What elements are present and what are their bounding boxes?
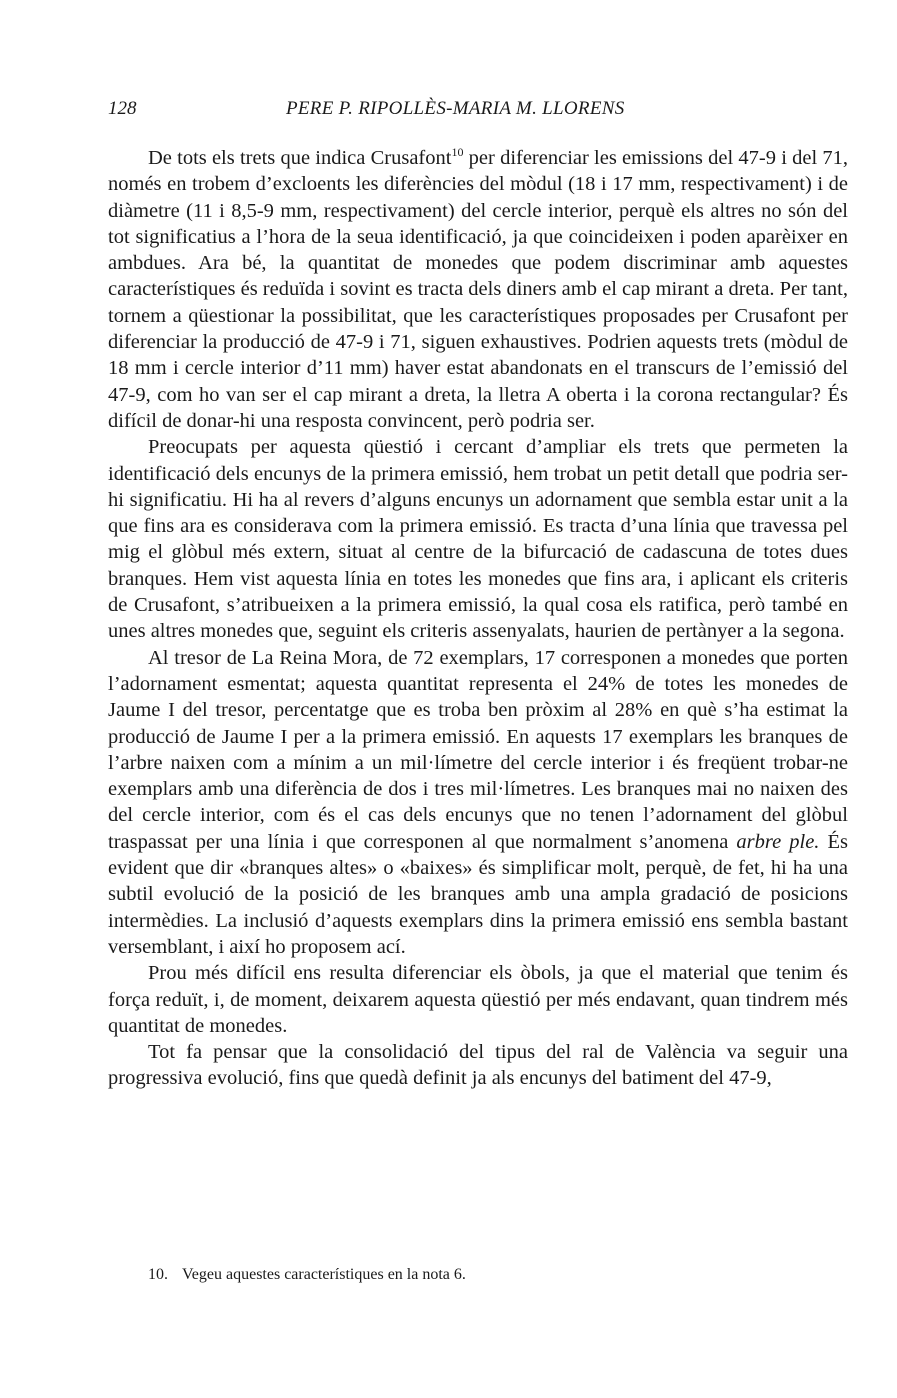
- footnote-reference[interactable]: 10: [451, 145, 464, 160]
- paragraph-4: Prou més difícil ens resulta diferenciar els òbols, ja que el material que tenim és força reduït, i, de moment, deixarem aquesta qüestió per més endavant, quan tindrem més quantitat de monedes.: [108, 962, 848, 1037]
- paragraph-text: De tots els trets que indica Crusafont: [148, 147, 452, 169]
- paragraph-text: per diferenciar les emissions del 47-9 i del 71, només en trobem d’excloents les diferències del mòdul (18 i 17 mm, respectivament) i de diàmetre (11 i 8,5-9 mm, respectivament) del cercle interior, perquè els altres no són del tot significatius a l’hora de la seua identificació, ja que coincideixen i poden aparèixer en ambdues. Ara bé, la quantitat de monedes que podem discriminar amb aquestes característiques és reduïda i sovint es tracta dels diners amb el cap mirant a dreta. Per tant, tornem a qüestionar la possibilitat, que les característiques proposades per Crusafont per diferenciar la producció de 47-9 i 71, siguen exhaustives. Podrien aquests trets (mòdul de 18 mm i cercle interior d’11 mm) haver estat abandonats en el transcurs de l’emissió del 47-9, com ho van ser el cap mirant a dreta, la lletra A oberta i la corona rectangular? És difícil de donar-hi una resposta convincent, però podria ser.: [108, 147, 848, 432]
- footnote: [148, 1265, 848, 1285]
- paragraph-1: [108, 145, 848, 434]
- paragraph-2: Preocupats per aquesta qüestió i cercant d’ampliar els trets que permeten la identificació dels encunys de la primera emissió, hem trobat un petit detall que podria ser-hi significatiu. Hi ha al revers d’alguns encunys un adornament que sembla estar unit a la que fins ara es considerava com la primera emissió. Es tracta d’una línia que travessa pel mig el glòbul més extern, situat al centre de la bifurcació de cadascuna de totes dues branques. Hem vist aquesta línia en totes les monedes que fins ara, i aplicant els criteris de Crusafont, s’atribueixen a la primera emissió, la qual cosa els ratifica, però també en unes altres monedes que, seguint els criteris assenyalats, haurien de pertànyer a la segona.: [108, 436, 848, 643]
- paragraph-text: Al tresor de La Reina Mora, de 72 exemplars, 17 corresponen a monedes que porten l’adornament esmentat; aquesta quantitat representa el 24% de totes les monedes de Jaume I del tresor, percentatge que es troba ben pròxim al 28% en què s’ha estimat la producció de Jaume I per a la primera emissió. En aquests 17 exemplars les branques de l’arbre naixen com a mínim a un mil·límetre del cercle interior i és freqüent trobar-ne exemplars amb una diferència de dos i tres mil·límetres. Les branques mai no naixen des del cercle interior, com és el cas dels encunys que no tenen l’adornament del glòbul traspassat per una línia i que corresponen al que normalment s’anomena: [108, 646, 848, 853]
- running-header: [108, 98, 848, 126]
- paragraph-3: [108, 645, 848, 961]
- running-title: PERE P. RIPOLLÈS-MARIA M. LLORENS: [286, 98, 625, 119]
- paragraph-text: És evident que dir «branques altes» o «baixes» és simplificar molt, perquè, de fet, hi ha una subtil evolució de la posició de les branques amb una ampla gradació de posicions intermèdies. La inclusió d’aquests exemplars dins la primera emissió ens sembla bastant versemblant, i així ho proposem ací.: [108, 830, 849, 958]
- main-text: [108, 145, 848, 1092]
- italic-term: arbre ple.: [736, 830, 820, 853]
- paragraph-5: Tot fa pensar que la consolidació del tipus del ral de València va seguir una progressiva evolució, fins que quedà definit ja als encunys del batiment del 47-9,: [108, 1041, 848, 1090]
- footnote-text: Vegeu aquestes característiques en la nota 6.: [182, 1266, 466, 1283]
- footnote-number: 10.: [148, 1266, 168, 1283]
- page-number: 128: [108, 98, 137, 119]
